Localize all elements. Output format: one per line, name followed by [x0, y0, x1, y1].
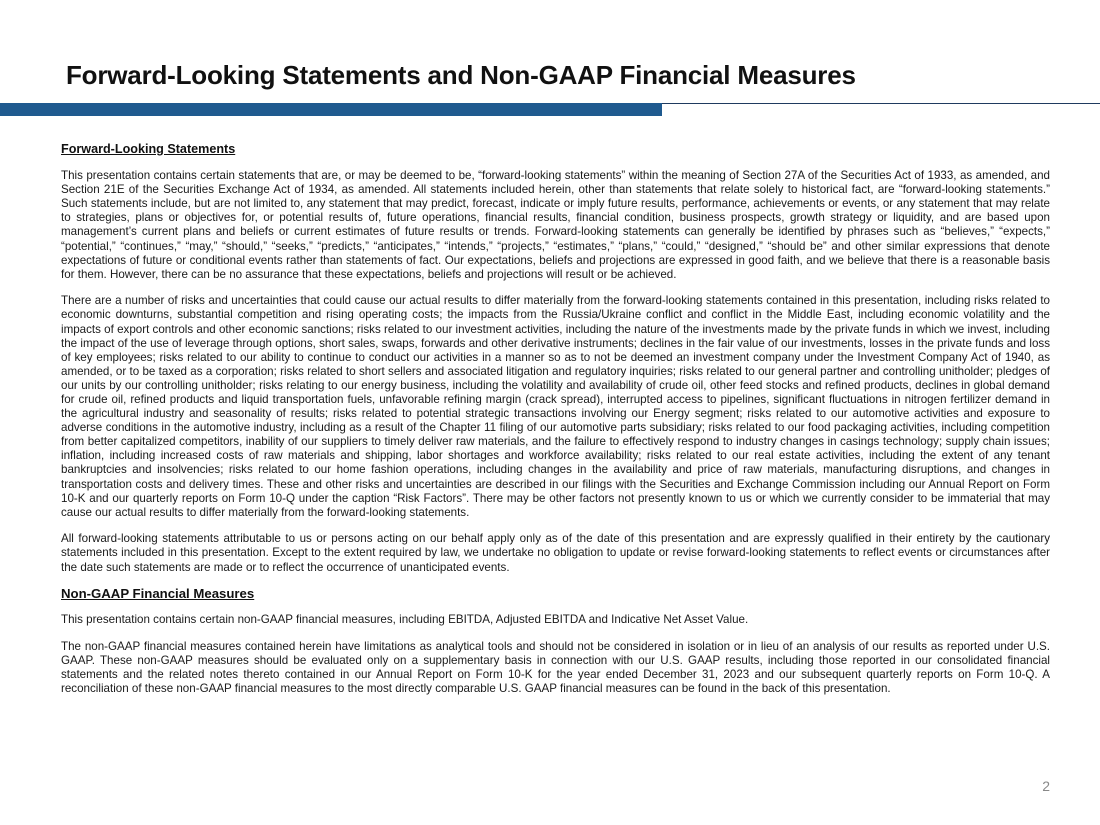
section-heading-forward-looking: Forward-Looking Statements	[61, 142, 236, 156]
paragraph: This presentation contains certain statements that are, or may be deemed to be, “forward-looking statements” within the meaning of Section 27A of the Securities Act of 1933, as amended, and Section 21E of the Securities Exchange Act of 1934, as amended. All statements included herein, other than statements that relate solely to historical fact, are “forward-looking statements.” Such statements include, but are not limited to, any statement that may predict, forecast, indicate or imply future results, performance, achievements or events, or any statement that may relate to strategies, plans or objectives for, or potential results of, future operations, financial results, financial condition, business prospects, growth strategy or liquidity, and are based upon management’s current plans and beliefs or current estimates of future results or trends. Forward-looking statements can generally be identified by phrases such as “believes,” “expects,” “potential,” “continues,” “may,” “should,” “seeks,” “predicts,” “anticipates,” “intends,” “projects,” “estimates,” “plans,” “could,” “designed,” “should be” and other similar expressions that denote expectations of future or conditional events rather than statements of fact. Our expectations, beliefs and projections are expressed in good faith, and we believe that there is a reasonable basis for them. However, there can be no assurance that these expectations, beliefs and projections will result or be achieved.	[61, 169, 1050, 281]
accent-bar	[0, 103, 662, 116]
paragraph: There are a number of risks and uncertainties that could cause our actual results to differ materially from the forward-looking statements contained in this presentation, including risks related to economic downturns, substantial competition and rising operating costs; the impacts from the Russia/Ukraine conflict and conflict in the Middle East, including economic volatility and the impacts of export controls and other economic sanctions; risks related to our investment activities, including the nature of the investments made by the private funds in which we invest, including the impact of the use of leverage through options, short sales, swaps, forwards and other derivative instruments; declines in the fair value of our investments, losses in the private funds and loss of key employees; risks related to our ability to continue to conduct our activities in a manner so as to not be deemed an investment company under the Investment Company Act of 1940, as amended, or to be taxed as a corporation; risks related to short sellers and associated litigation and regulatory inquiries; risks related to our general partner and controlling unitholder; pledges of our units by our controlling unitholder; risks relating to our energy business, including the volatility and availability of crude oil, other feed stocks and refined products, declines in global demand for crude oil, refined products and liquid transportation fuels, unfavorable refining margin (crack spread), interrupted access to pipelines, significant fluctuations in nitrogen fertilizer demand in the agricultural industry and seasonality of results; risks related to potential strategic transactions involving our Energy segment; risks related to our automotive activities and exposure to adverse conditions in the automotive industry, including as a result of the Chapter 11 filing of our automotive parts subsidiary; risks related to our food packaging activities, including competition from better capitalized competitors, inability of our suppliers to timely deliver raw materials, and the failure to effectively respond to industry changes in casings technology; supply chain issues; inflation, including increased costs of raw materials and shipping, labor shortages and workforce availability; risks related to our real estate activities, including the extent of any tenant bankruptcies and insolvencies; risks related to our home fashion operations, including changes in the availability and price of raw materials, manufacturing disruptions, and changes in transportation costs and delivery times. These and other risks and uncertainties are described in our filings with the Securities and Exchange Commission including our Annual Report on Form 10-K and our quarterly reports on Form 10-Q under the caption “Risk Factors”. There may be other factors not presently known to us or which we currently consider to be immaterial that may cause our actual results to differ materially from the forward-looking statements.	[61, 294, 1050, 519]
non-gaap-section	[61, 587, 1050, 696]
forward-looking-section	[61, 142, 1050, 575]
paragraph: All forward-looking statements attributable to us or persons acting on our behalf apply only as of the date of this presentation and are expressly qualified in their entirety by the cautionary statements included in this presentation. Except to the extent required by law, we undertake no obligation to update or revise forward-looking statements to reflect events or circumstances after the date such statements are made or to reflect the occurrence of unanticipated events.	[61, 532, 1050, 574]
paragraph: The non-GAAP financial measures contained herein have limitations as analytical tools and should not be considered in isolation or in lieu of an analysis of our results as reported under U.S. GAAP. These non-GAAP measures should be evaluated only on a supplementary basis in connection with our U.S. GAAP results, including those reported in our consolidated financial statements and the related notes thereto contained in our Annual Report on Form 10-K for the year ended December 31, 2023 and our subsequent quarterly reports on Form 10-Q. A reconciliation of these non-GAAP financial measures to the most directly comparable U.S. GAAP financial measures can be found in the back of this presentation.	[61, 639, 1050, 696]
page-title: Forward-Looking Statements and Non-GAAP Financial Measures	[66, 60, 856, 90]
page-number: 2	[1042, 778, 1050, 794]
section-heading-non-gaap: Non-GAAP Financial Measures	[61, 586, 255, 602]
paragraph: This presentation contains certain non-GAAP financial measures, including EBITDA, Adjusted EBITDA and Indicative Net Asset Value.	[61, 613, 749, 627]
content-body	[61, 142, 1050, 709]
